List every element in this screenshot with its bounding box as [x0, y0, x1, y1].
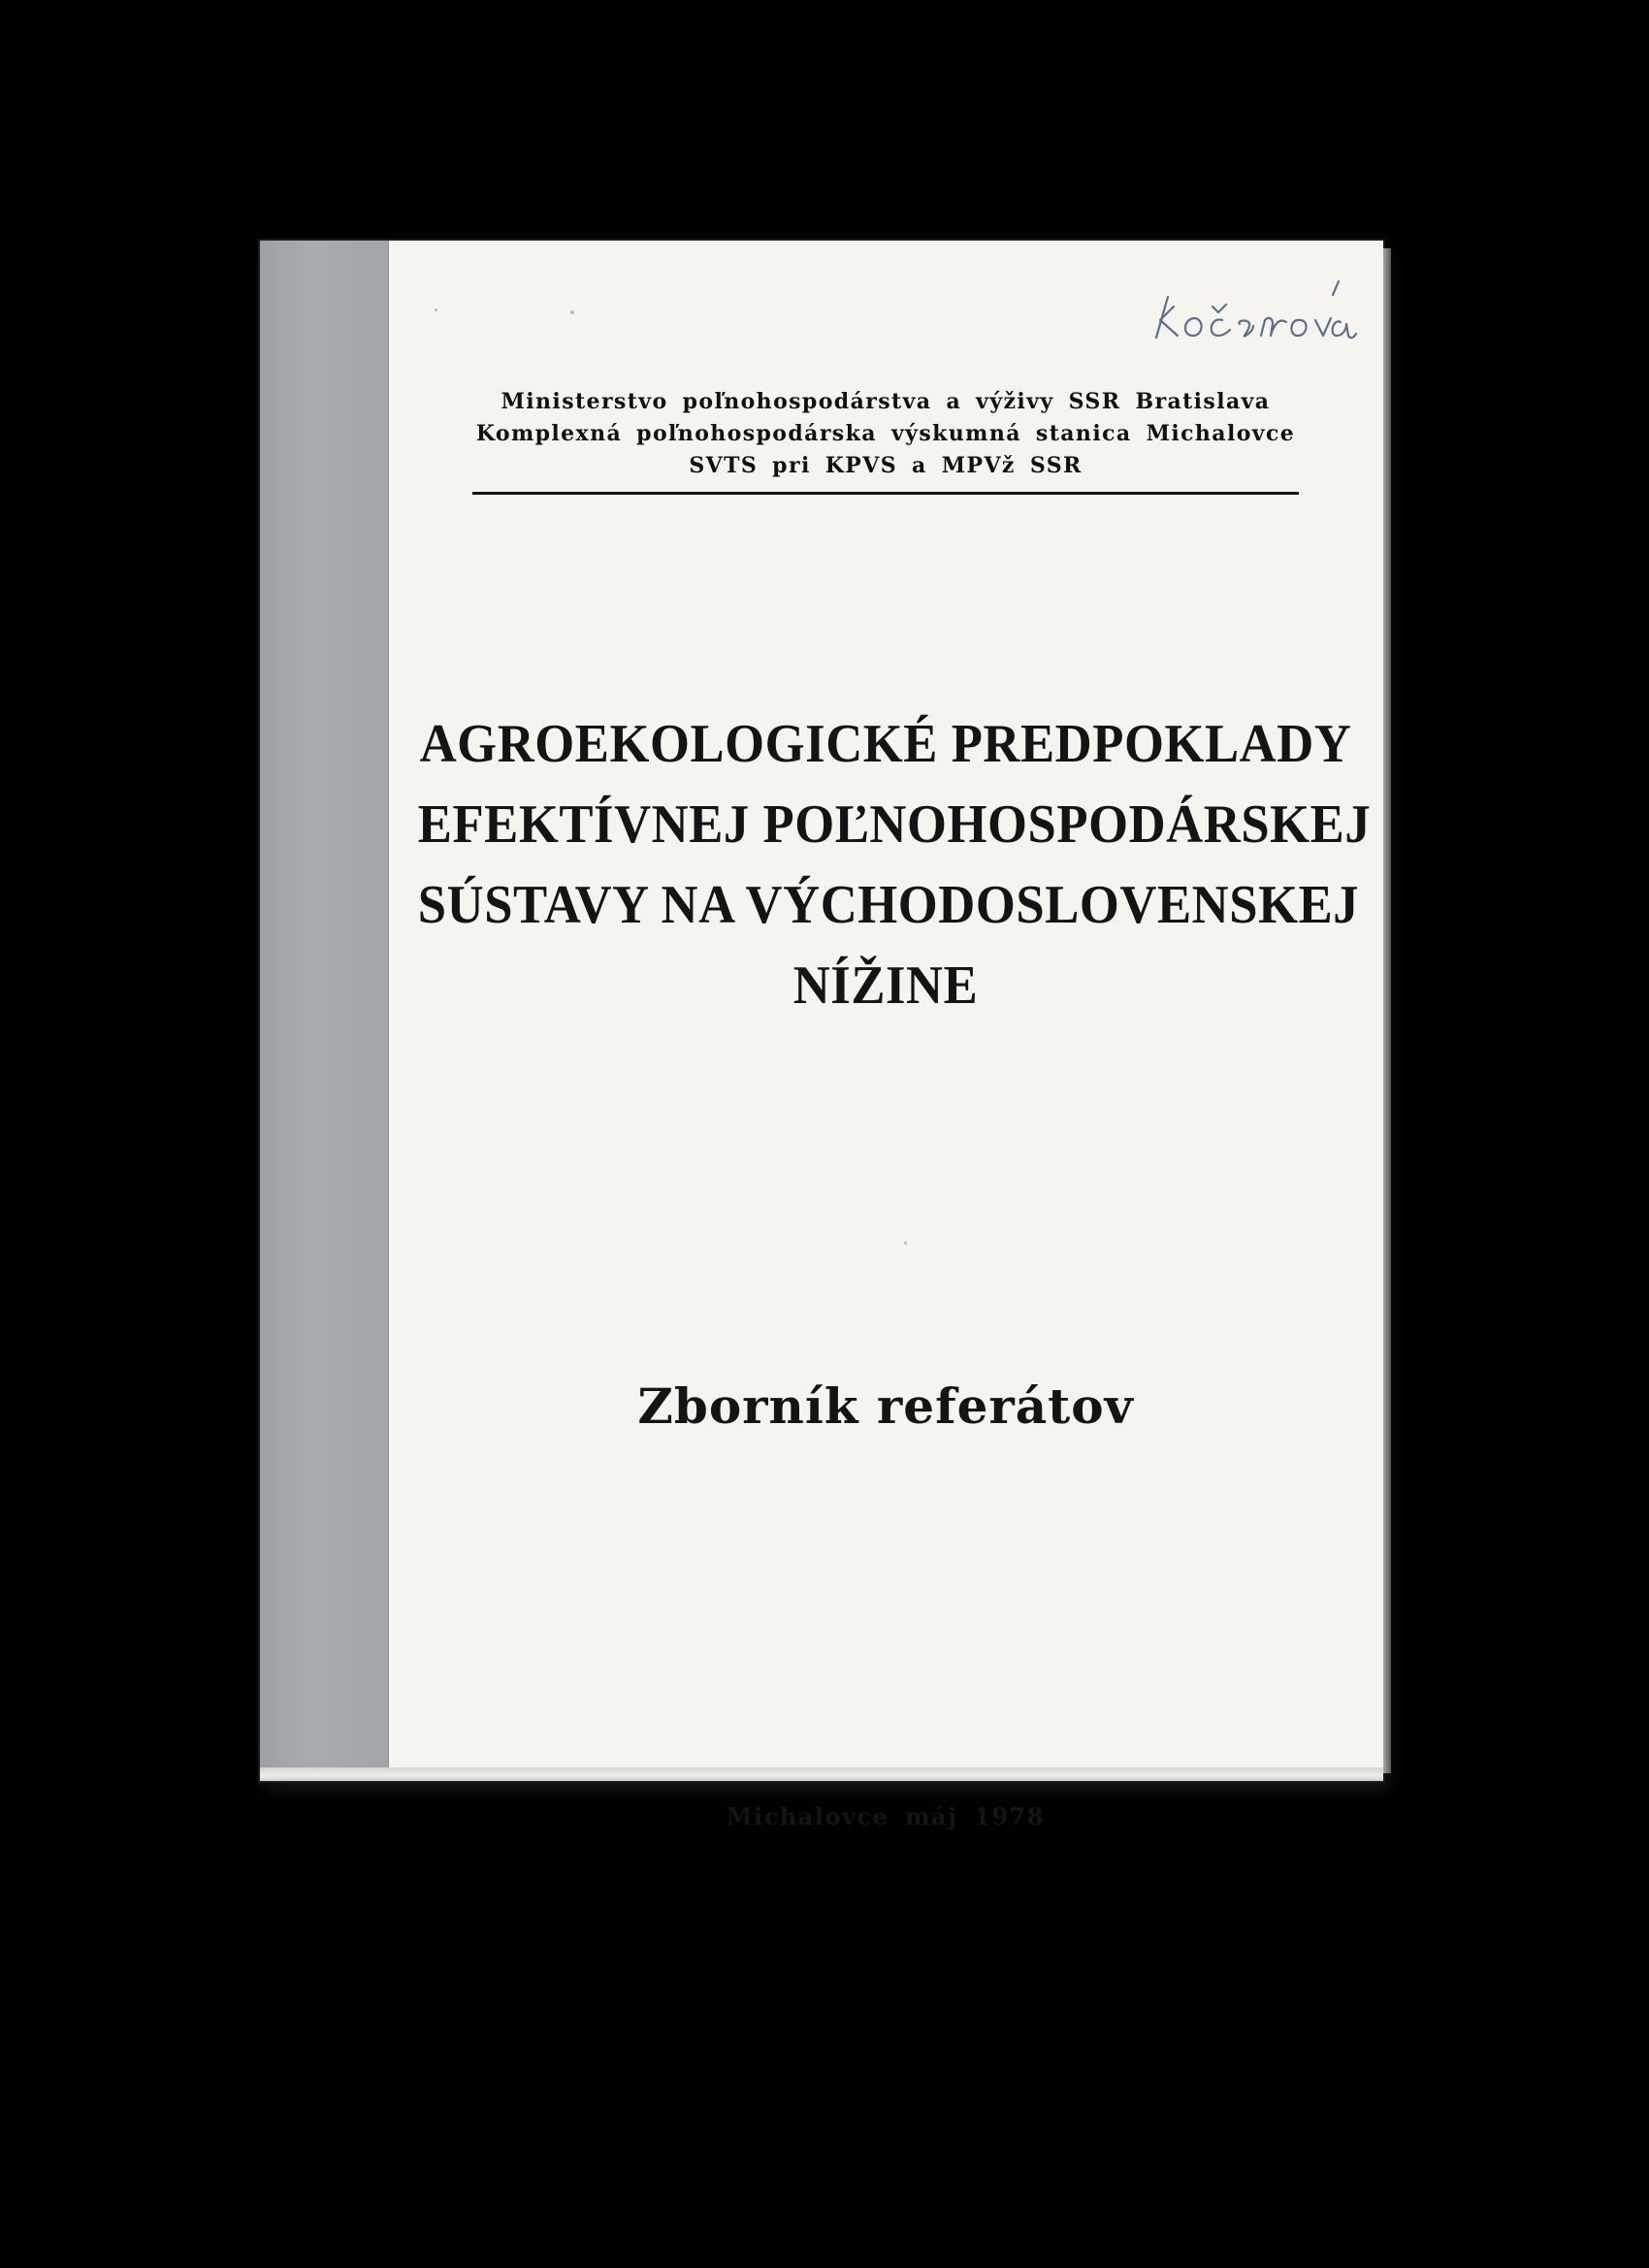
publisher-header — [388, 386, 1383, 495]
paper-speck — [435, 308, 437, 311]
page-bottom-edge — [260, 1767, 1383, 1781]
header-line-research-station: Komplexná poľnohospodárska výskumná stanica Michalovce — [475, 421, 1296, 446]
paper-speck — [904, 1242, 907, 1245]
header-line-ministry: Ministerstvo poľnohospodárstva a výživy SSR Bratislava — [501, 389, 1271, 414]
page-right-edge — [1383, 248, 1391, 1773]
main-title — [417, 704, 1372, 1026]
front-cover — [388, 241, 1383, 1831]
header-divider — [472, 492, 1299, 495]
title-line-1: AGROEKOLOGICKÉ PREDPOKLADY — [419, 714, 1352, 774]
gray-spine-strip — [260, 241, 389, 1773]
booklet — [260, 241, 1383, 1831]
header-line-svts: SVTS pri KPVS a MPVž SSR — [689, 453, 1083, 478]
subtitle: Zborník referátov — [637, 1377, 1134, 1435]
title-line-3: SÚSTAVY NA VÝCHODOSLOVENSKEJ — [417, 875, 1360, 935]
imprint-place-date: Michalovce máj 1978 — [727, 1802, 1045, 1831]
title-line-2: EFEKTÍVNEJ POĽNOHOSPODÁRSKEJ — [417, 794, 1372, 855]
handwritten-signature — [1145, 262, 1358, 349]
title-line-4: NÍŽINE — [792, 956, 979, 1016]
paper-speck — [570, 310, 574, 314]
